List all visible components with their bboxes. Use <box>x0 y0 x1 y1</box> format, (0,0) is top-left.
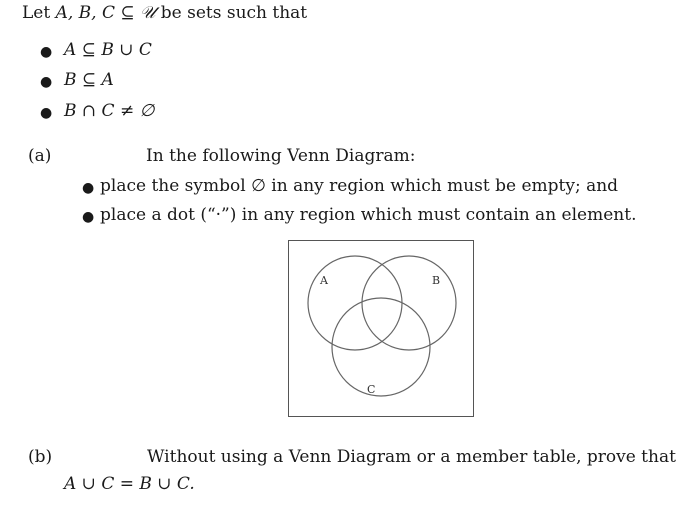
venn-label-c: C <box>367 383 376 396</box>
venn-label-b: B <box>432 274 441 287</box>
part-a-bullet: place a dot (“·”) in any region which must contain an element. <box>100 205 637 225</box>
part-b-label: (b) <box>28 447 53 467</box>
bullet-icon: ● <box>82 209 95 225</box>
venn-diagram <box>288 240 474 417</box>
venn-circle-a[interactable] <box>308 256 402 350</box>
condition-item: B ∩ C ≠ ∅ <box>64 101 155 121</box>
part-a-instruction: In the following Venn Diagram: <box>146 146 416 166</box>
intro-sets: A, B, C ⊆ 𝒰 <box>55 3 156 23</box>
venn-circle-b[interactable] <box>362 256 456 350</box>
venn-circle-c[interactable] <box>332 298 430 396</box>
bullet-icon: ● <box>40 44 53 60</box>
venn-label-a: A <box>320 274 328 287</box>
condition-item: A ⊆ B ∪ C <box>64 40 152 60</box>
bullet-icon: ● <box>82 180 95 196</box>
intro-prefix: Let <box>22 3 51 23</box>
part-a-bullet: place the symbol ∅ in any region which must be empty; and <box>100 176 619 196</box>
part-a-label: (a) <box>28 146 52 166</box>
condition-item: B ⊆ A <box>64 70 114 90</box>
bullet-icon: ● <box>40 74 53 90</box>
bullet-icon: ● <box>40 105 53 121</box>
part-b-equation: A ∪ C = B ∪ C. <box>64 474 195 494</box>
part-b-instruction: Without using a Venn Diagram or a member table, prove that <box>147 447 676 467</box>
intro-suffix: be sets such that <box>160 3 308 23</box>
intro-line <box>22 3 307 23</box>
